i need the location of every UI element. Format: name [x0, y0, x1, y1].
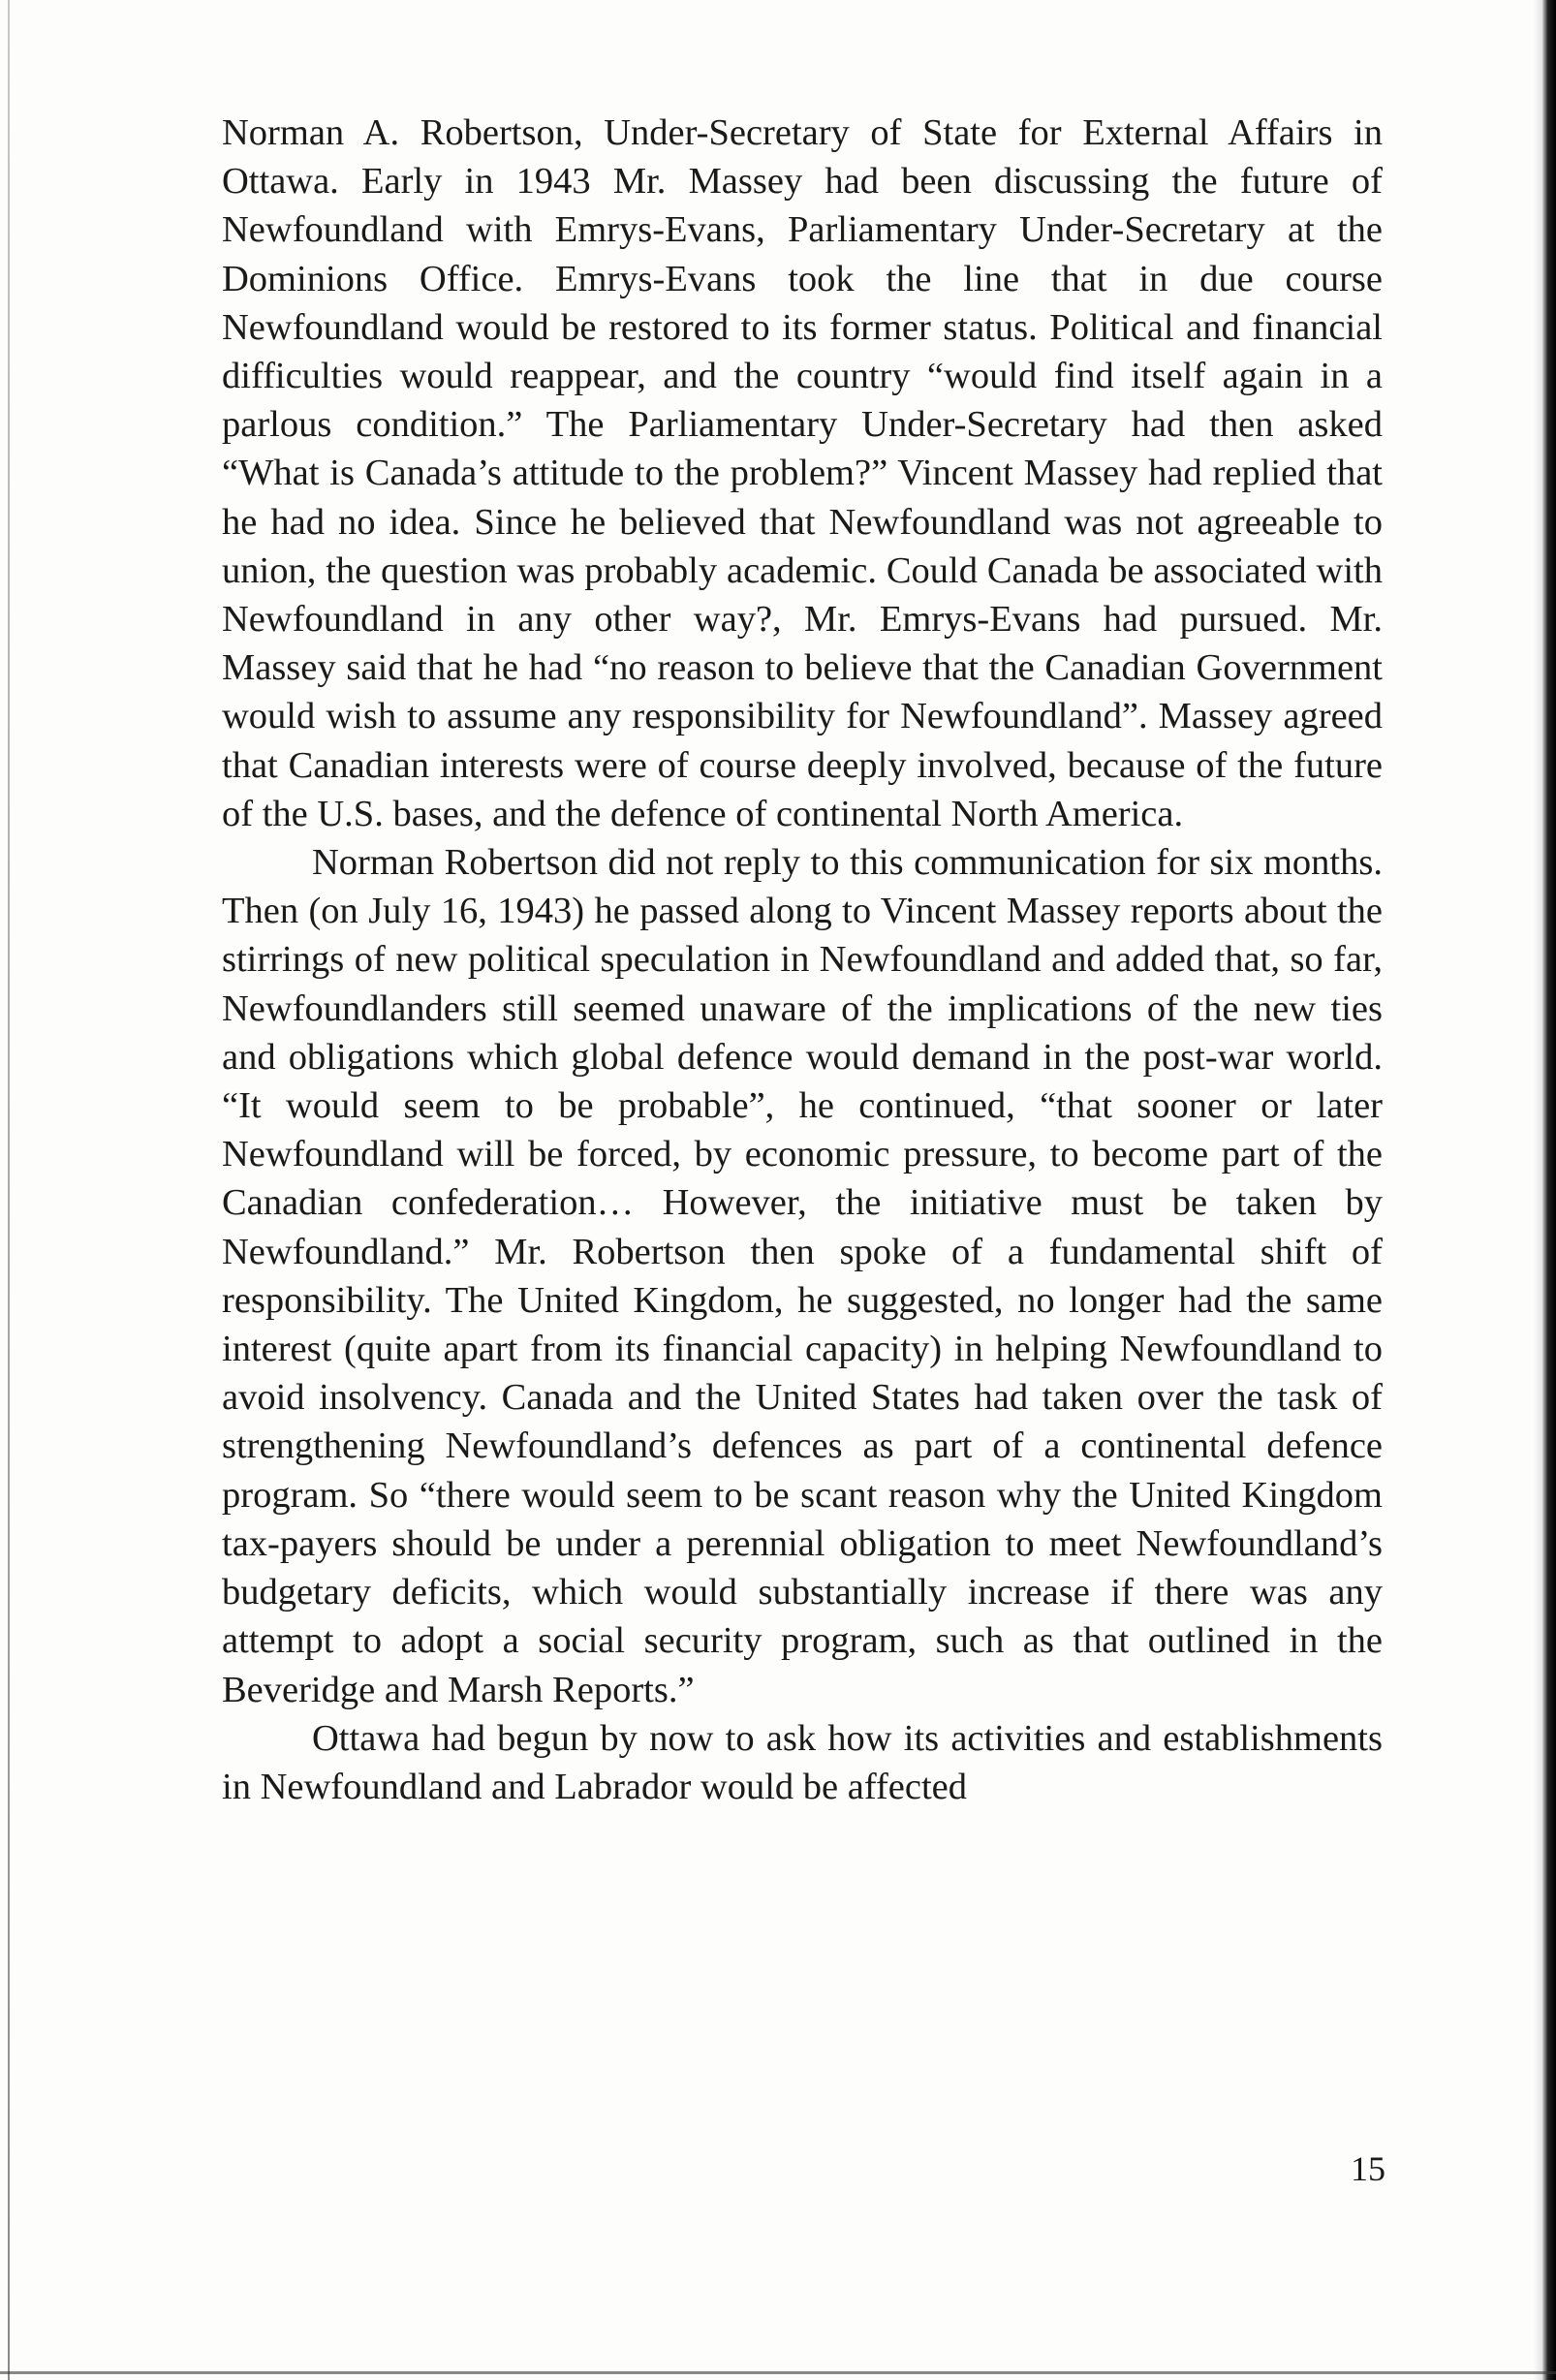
- scan-right-strip: [1533, 0, 1542, 2380]
- page-number: 15: [1351, 2149, 1385, 2188]
- paragraph-3: Ottawa had begun by now to ask how its activities and establishments in Newfoundland and Labrador would be affected: [222, 1717, 1383, 1807]
- body-text: [222, 109, 1383, 1811]
- paragraph-1: Norman A. Robertson, Under-Secretary of State for External Affairs in Ottawa. Early in 1943 Mr. Massey had been discussing the future of Newfoundland with Emrys-Evans, Parliamentary Under-Secretary at the Dominions Office. Emrys-Evans took the line that in due course Newfoundland would be restored to its former status. Political and financial difficulties would reappear, and the country “would find itself again in a parlous condition.” The Parliamentary Under-Secretary had then asked “What is Canada’s attitude to the problem?” Vincent Massey had replied that he had no idea. Since he believed that Newfoundland was not agreeable to union, the question was probably academic. Could Canada be associated with Newfoundland in any other way?, Mr. Emrys-Evans had pursued. Mr. Massey said that he had “no reason to believe that the Canadian Government would wish to assume any responsibility for Newfoundland”. Massey agreed that Canadian interests were of course deeply involved, because of the future of the U.S. bases, and the defence of continental North America.: [222, 112, 1383, 834]
- scan-bottom-edge: [0, 2371, 1556, 2374]
- paragraph-2: Norman Robertson did not reply to this communication for six months. Then (on July 16, 1943) he passed along to Vincent Massey reports about the stirrings of new political speculation in Newfoundland and added that, so far, Newfoundlanders still seemed unaware of the implications of the new ties and obligations which global defence would demand in the post-war world. “It would seem to be probable”, he continued, “that sooner or later Newfoundland will be forced, by economic pressure, to become part of the Canadian confederation… However, the initiative must be taken by Newfoundland.” Mr. Robertson then spoke of a fundamental shift of responsibility. The United Kingdom, he suggested, no longer had the same interest (quite apart from its financial capacity) in helping Newfoundland to avoid insolvency. Canada and the United States had taken over the task of strengthening Newfoundland’s defences as part of a continental defence program. So “there would seem to be scant reason why the United Kingdom tax-payers should be under a perennial obligation to meet Newfoundland’s budgetary deficits, which would substantially increase if there was any attempt to adopt a social security program, such as that outlined in the Beveridge and Marsh Reports.”: [222, 842, 1383, 1710]
- scan-right-edge: [1542, 0, 1556, 2380]
- scan-left-edge: [8, 0, 10, 2380]
